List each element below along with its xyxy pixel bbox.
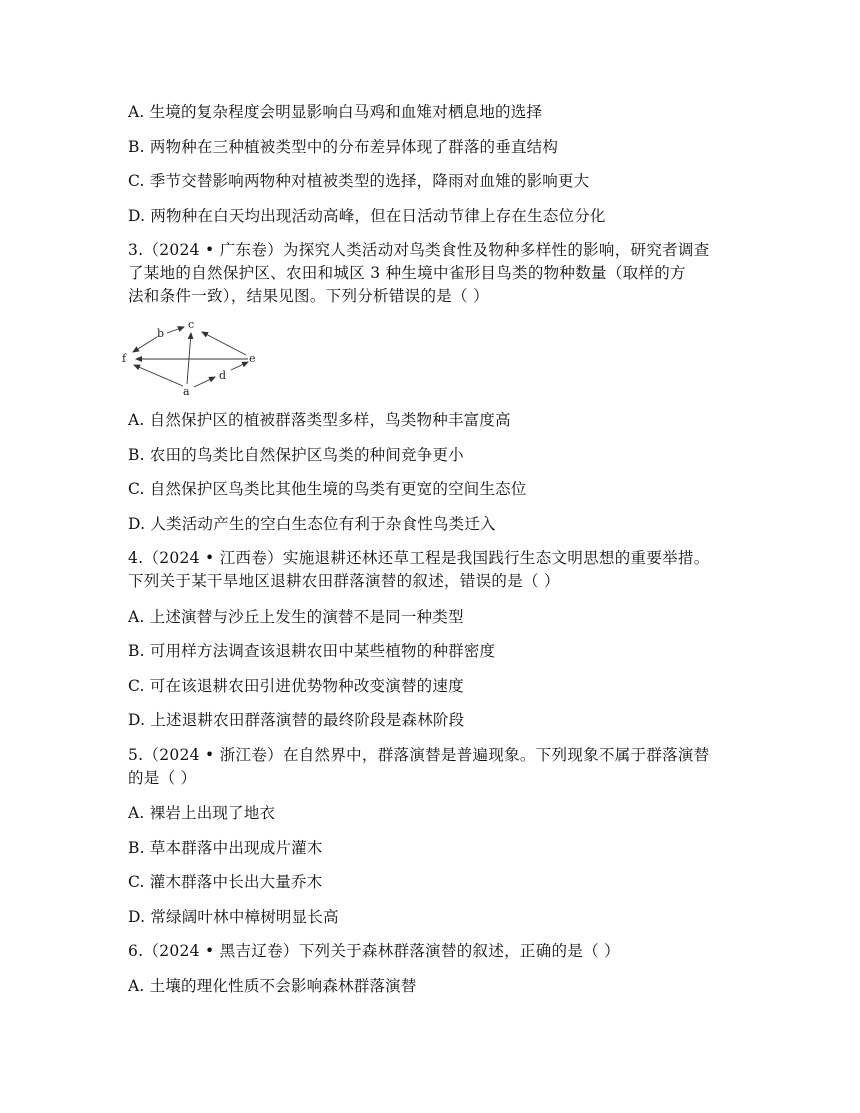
q5-option-c: C. 灌木群落中长出大量乔木 — [128, 873, 323, 891]
q3-option-a: A. 自然保护区的植被群落类型多样，鸟类物种丰富度高 — [128, 411, 511, 429]
q4-option-d: D. 上述退耕农田群落演替的最终阶段是森林阶段 — [128, 711, 465, 729]
q3-food-web-diagram — [118, 318, 268, 400]
q2-option-a: A. 生境的复杂程度会明显影响白马鸡和血雉对栖息地的选择 — [128, 103, 543, 121]
q3-option-c: C. 自然保护区鸟类比其他生境的鸟类有更宽的空间生态位 — [128, 480, 527, 498]
q6-stem-line-1: 6.（2024 • 黑吉辽卷）下列关于森林群落演替的叙述，正确的是（ ） — [128, 942, 620, 960]
q5-stem-line-1: 5.（2024 • 浙江卷）在自然界中，群落演替是普遍现象。下列现象不属于群落演替 — [128, 746, 710, 764]
q3-stem-line-3: 法和条件一致），结果见图。下列分析错误的是（ ） — [128, 287, 489, 305]
edge-e-to-c — [202, 332, 246, 355]
edge-b-to-f — [133, 337, 157, 352]
node-e-label: e — [249, 352, 256, 365]
node-a-label: a — [183, 385, 190, 398]
q3-stem-line-2: 了某地的自然保护区、农田和城区 3 种生境中雀形目鸟类的物种数量（取样的方 — [128, 264, 686, 282]
q3-stem-line-1: 3.（2024 • 广东卷）为探究人类活动对鸟类食性及物种多样性的影响，研究者调查 — [128, 241, 710, 259]
q2-option-b: B. 两物种在三种植被类型中的分布差异体现了群落的垂直结构 — [128, 138, 559, 156]
q5-option-a: A. 裸岩上出现了地衣 — [128, 804, 276, 822]
node-c-label: c — [188, 318, 195, 331]
q2-option-d: D. 两物种在白天均出现活动高峰，但在日活动节律上存在生态位分化 — [128, 207, 606, 225]
edge-d-to-e — [231, 362, 248, 370]
q4-stem-line-2: 下列关于某干旱地区退耕农田群落演替的叙述，错误的是（ ） — [128, 572, 560, 590]
q3-option-b: B. 农田的鸟类比自然保护区鸟类的种间竞争更小 — [128, 446, 464, 464]
q5-option-d: D. 常绿阔叶林中樟树明显长高 — [128, 908, 339, 926]
q2-option-c: C. 季节交替影响两物种对植被类型的选择，降雨对血雉的影响更大 — [128, 172, 590, 190]
q4-option-a: A. 上述演替与沙丘上发生的演替不是同一种类型 — [128, 608, 464, 626]
node-f-label: f — [122, 352, 127, 365]
edge-b-to-c — [167, 327, 184, 333]
node-b-label: b — [157, 327, 165, 340]
q6-option-a: A. 土壤的理化性质不会影响森林群落演替 — [128, 977, 417, 995]
q4-stem-line-1: 4.（2024 • 江西卷）实施退耕还林还草工程是我国践行生态文明思想的重要举措。 — [128, 549, 710, 567]
q4-option-b: B. 可用样方法调查该退耕农田中某些植物的种群密度 — [128, 642, 496, 660]
edge-a-to-d — [194, 377, 215, 387]
node-d-label: d — [219, 369, 227, 382]
edge-a-to-f — [134, 365, 183, 386]
q5-option-b: B. 草本群落中出现成片灌木 — [128, 839, 323, 857]
q3-option-d: D. 人类活动产生的空白生态位有利于杂食性鸟类迁入 — [128, 515, 496, 533]
q4-option-c: C. 可在该退耕农田引进优势物种改变演替的速度 — [128, 677, 464, 695]
q5-stem-line-2: 的是（ ） — [128, 769, 197, 787]
edge-a-to-c — [187, 333, 191, 384]
